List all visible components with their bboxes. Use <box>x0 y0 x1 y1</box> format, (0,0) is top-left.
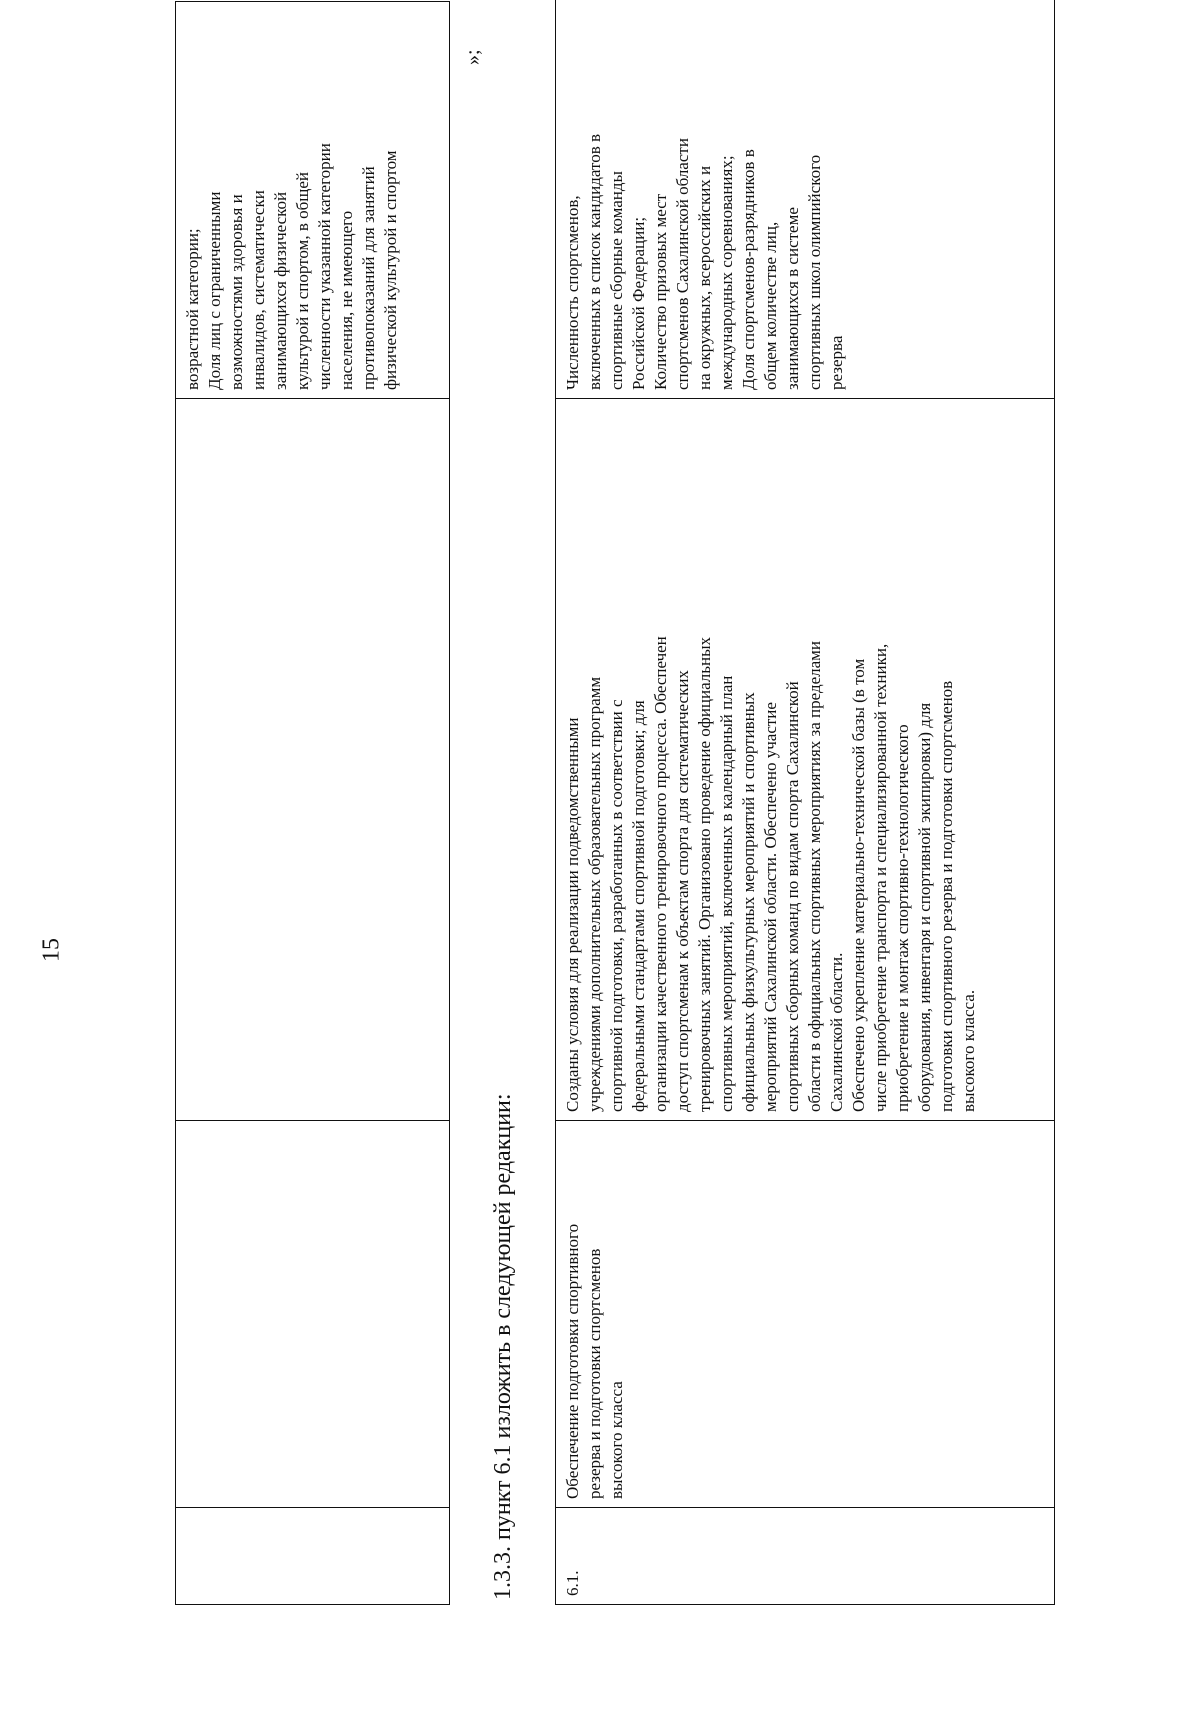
table-row <box>556 0 1055 1605</box>
cell-result <box>176 399 450 1121</box>
table-item-6-1 <box>555 0 1055 1605</box>
cell-name <box>176 1121 450 1508</box>
cell-result: Созданы условия для реализации подведомственными учреждениями дополнительных образовательных программ спортивной подготовки, разработанных в соответствии с федеральными стандартами спортивной подготовки; для организации качественного тренировочного процесса. Обеспечен доступ спортсменам к объектам спорта для систематических тренировочных занятий. Организовано проведение официальных спортивных мероприятий, включенных в календарный план официальных физкультурных мероприятий и спортивных мероприятий Сахалинской области. Обеспечено участие спортивных сборных команд по видам спорта Сахалинской области в официальных спортивных мероприятиях за пределами Сахалинской области. Обеспечено укрепление материально-технической базы (в том числе приобретение транспорта и специализированной техники, приобретение и монтаж спортивно-технологического оборудования, инвентаря и спортивной экипировки) для подготовки спортивного резерва и подготовки спортсменов высокого класса. <box>556 399 1055 1121</box>
cell-indicators: Численность спортсменов, включенных в список кандидатов в спортивные сборные команды Российской Федерации; Количество призовых мест спортсменов Сахалинской области на окружных, всероссийских и международных соревнованиях; Доля спортсменов-разрядников в общем количестве лиц, занимающихся в системе спортивных школ олимпийского резерва <box>556 0 1055 399</box>
amendment-instruction: 1.3.3. пункт 6.1 изложить в следующей редакции: <box>490 1093 516 1600</box>
cell-number: 6.1. <box>556 1508 1055 1605</box>
closing-quote-mark: »; <box>462 49 484 65</box>
page-number: 15 <box>38 938 65 962</box>
table-row <box>176 2 450 1605</box>
cell-name: Обеспечение подготовки спортивного резерва и подготовки спортсменов высокого класса <box>556 1121 1055 1508</box>
table-continuation <box>175 1 450 1605</box>
cell-number <box>176 1508 450 1605</box>
cell-indicators: возрастной категории; Доля лиц с ограниченными возможностями здоровья и инвалидов, систематически занимающихся физической культурой и спортом, в общей численности указанной категории населения, не имеющего противопоказаний для занятий физической культурой и спортом <box>176 2 450 399</box>
